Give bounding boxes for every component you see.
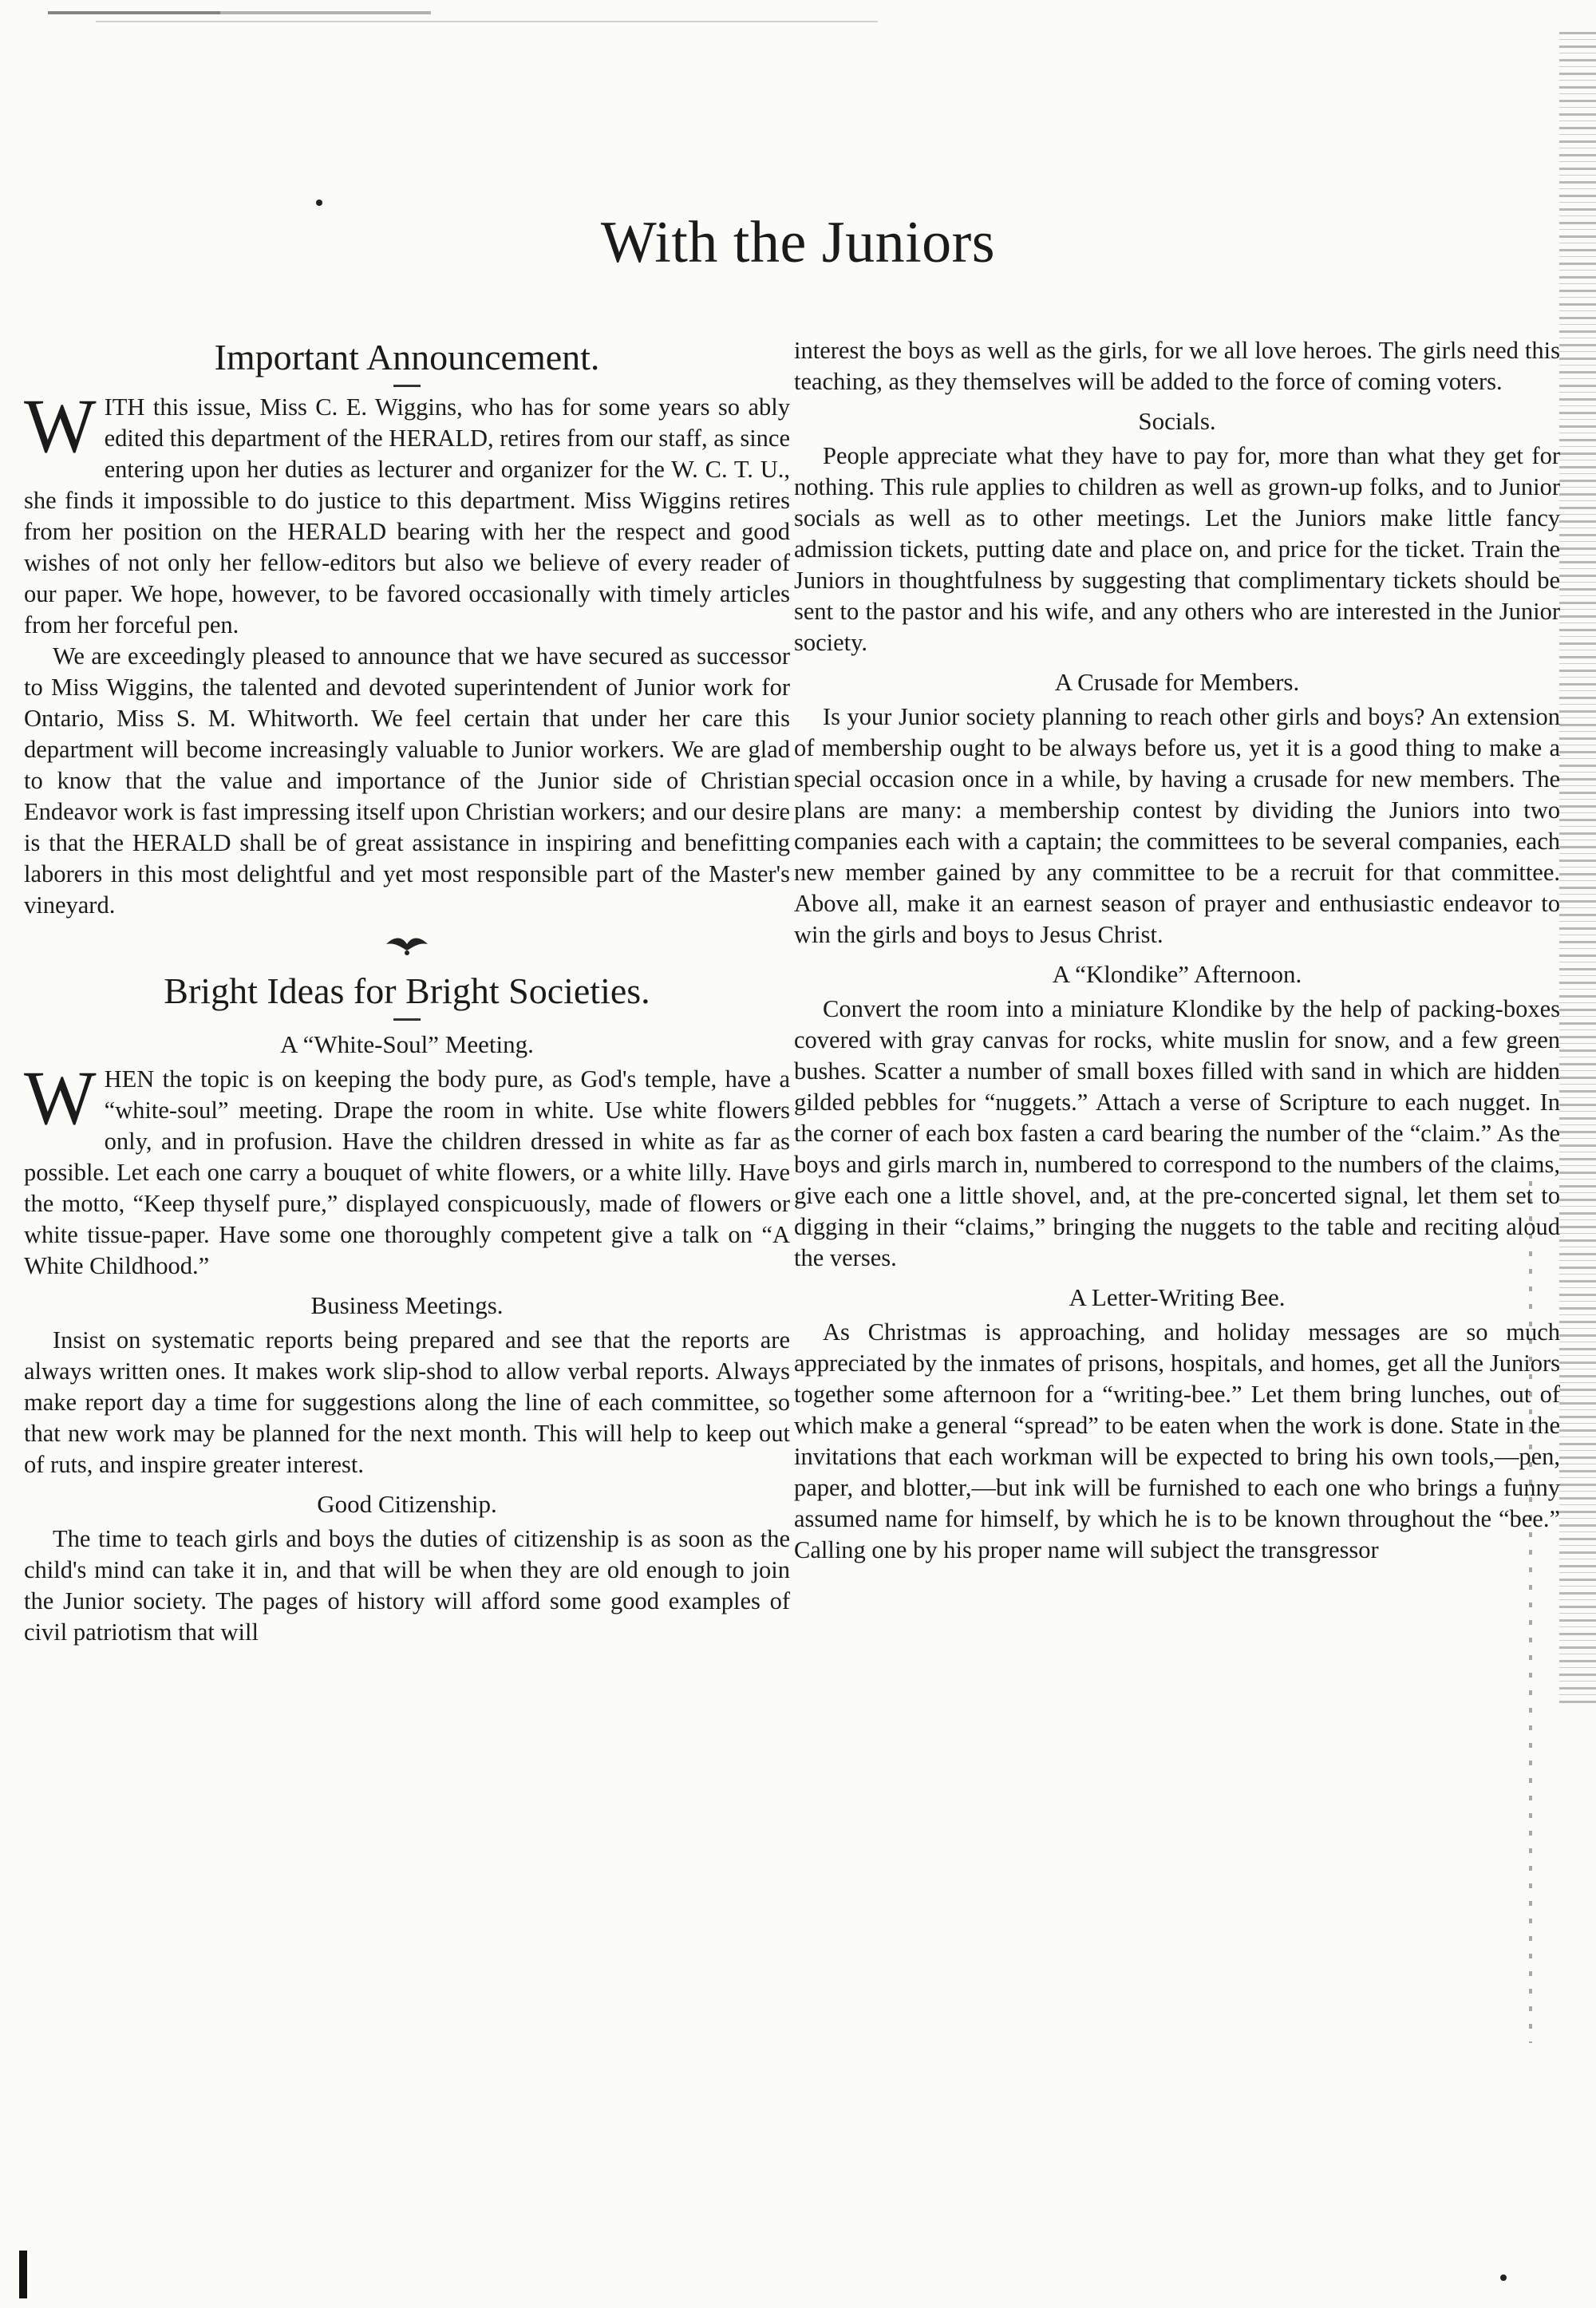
drop-cap: W [24,1055,97,1140]
ink-speck [316,200,322,206]
scan-artifact-left-bar [19,2251,27,2298]
ornament-divider [24,926,790,961]
announcement-paragraph-1 [24,383,790,641]
good-citizenship-paragraph: The time to teach girls and boys the duties of citizenship is as soon as the child's mind can take it in, and that will be when they are old enough to join the Junior society. The pages of history will afford some good examples of civil patriotism that will [24,1525,790,1646]
left-column [24,335,790,1648]
white-soul-paragraph [24,1055,790,1282]
socials-paragraph: People appreciate what they have to pay for, more than what they get for nothing. This rule applies to children as well as grown-up folks, and to Junior socials as well as to other meetings. Let the Juniors make little fancy admission tickets, putting date and place on, and price for the ticket. Train the Juniors in thoughtfulness by suggesting that complimentary tickets should be sent to the pastor and his wife, and any others who are interested in the Junior society. [794,442,1560,656]
business-meetings-heading: Business Meetings. [310,1291,504,1319]
good-citizenship-heading: Good Citizenship. [317,1490,497,1518]
fleuron-icon [383,933,431,957]
crusade-heading: A Crusade for Members. [1054,668,1300,696]
right-column [794,335,1560,1566]
white-soul-text: HEN the topic is on keeping the body pure, as God's temple, have a “white-soul” meeting. Drape the room in white. Use white flowers only, and in profusion. Have the children dressed in white as far as possible. Let each one carry a bouquet of white flowers, or a white lilly. Have the motto, “Keep thyself pure,” displayed conspicuously, made of flowers or white tissue-paper. Have some one thoroughly competent give a talk on “A White Childhood.” [24,1065,790,1279]
klondike-paragraph: Convert the room into a miniature Klondike by the help of packing-boxes covered with gray canvas for rocks, white muslin for snow, and a few green bushes. Scatter a number of small boxes filled with sand in which are hidden gilded pebbles for “nuggets.” Attach a verse of Scripture to each nugget. In the corner of each box fasten a card bearing the number of the “claim.” As the boys and girls march in, numbered to correspond to the numbers of the claims, give each one a little shovel, and, at the pre-concerted signal, let them set to digging in their “claims,” bringing the nuggets to the table and reciting aloud the verses. [794,995,1560,1271]
announcement-p1-text: ITH this issue, Miss C. E. Wiggins, who has for some years so ably edited this department of the HERALD, retires from our staff, as since entering upon her duties as lecturer and organizer for the W. C. T. U., she finds it impossible to do justice to this department. Miss Wiggins retires from her position on the HERALD bearing with her the respect and good wishes of not only her fellow-editors but also we believe of every reader of our paper. We hope, however, to be favored occasionally with timely articles from her forceful pen. [24,393,790,638]
socials-heading: Socials. [1138,407,1216,435]
letter-writing-heading: A Letter-Writing Bee. [1069,1283,1286,1311]
letter-writing-paragraph: As Christmas is approaching, and holiday messages are so much appreciated by the inmates of prisons, hospitals, and homes, get all the Juniors together some afternoon for a “writing-bee.” Let them bring lunches, out of which make a general “spread” to be eaten when the work is done. State in the invitations that each workman will be expected to bring his own tools,—pen, paper, and blotter,—but ink will be furnished to each one who brings a funny assumed name for himself, by which he is to be known throughout the “bee.” Calling one by his proper name will subject the transgressor [794,1318,1560,1563]
bright-ideas-heading: Bright Ideas for Bright Societies. [164,970,650,1011]
heading-rule [393,385,421,387]
announcement-heading: Important Announcement. [214,337,600,377]
klondike-heading: A “Klondike” Afternoon. [1052,960,1302,988]
scan-artifact-right-edge [1559,32,1596,1708]
drop-cap: W [24,383,97,468]
ink-speck [1500,2274,1507,2281]
page-title: With the Juniors [600,210,996,275]
crusade-paragraph: Is your Junior society planning to reach other girls and boys? An extension of membership ought to be always before us, yet it is a good thing to make a special occasion once in a while, by having a crusade for new members. The plans are many: a membership contest by dividing the Juniors into two companies each with a captain; the committees to be several companies, each new member gained by any committee to be a recruit for that committee. Above all, make it an earnest season of prayer and enthusiastic endeavor to win the girls and boys to Jesus Christ. [794,703,1560,948]
announcement-paragraph-2: We are exceedingly pleased to announce that we have secured as successor to Miss Wiggins, the talented and devoted superintendent of Junior work for Ontario, Miss S. M. Whitworth. We feel certain that under her care this department will become increasingly valuable to Junior workers. We are glad to know that the value and importance of the Junior side of Christian Endeavor work is fast impressing itself upon Christian workers; and our desire is that the HERALD shall be of great assistance in inspiring and benefitting laborers in this most delightful and yet most responsible part of the Master's vineyard. [24,642,790,919]
heading-rule [393,1018,421,1021]
scan-artifact-top [48,11,1005,14]
citizenship-continued-paragraph: interest the boys as well as the girls, for we all love heroes. The girls need this teaching, as they themselves will be added to the force of coming voters. [794,337,1560,395]
business-meetings-paragraph: Insist on systematic reports being prepared and see that the reports are always written ones. It makes work slip-shod to allow verbal reports. Always make report day a time for suggestions along the line of each committee, so that new work may be planned for the next month. This will help to keep out of ruts, and inspire greater interest. [24,1326,790,1478]
scan-artifact-top-faint [96,21,878,22]
white-soul-heading: A “White-Soul” Meeting. [280,1030,534,1058]
